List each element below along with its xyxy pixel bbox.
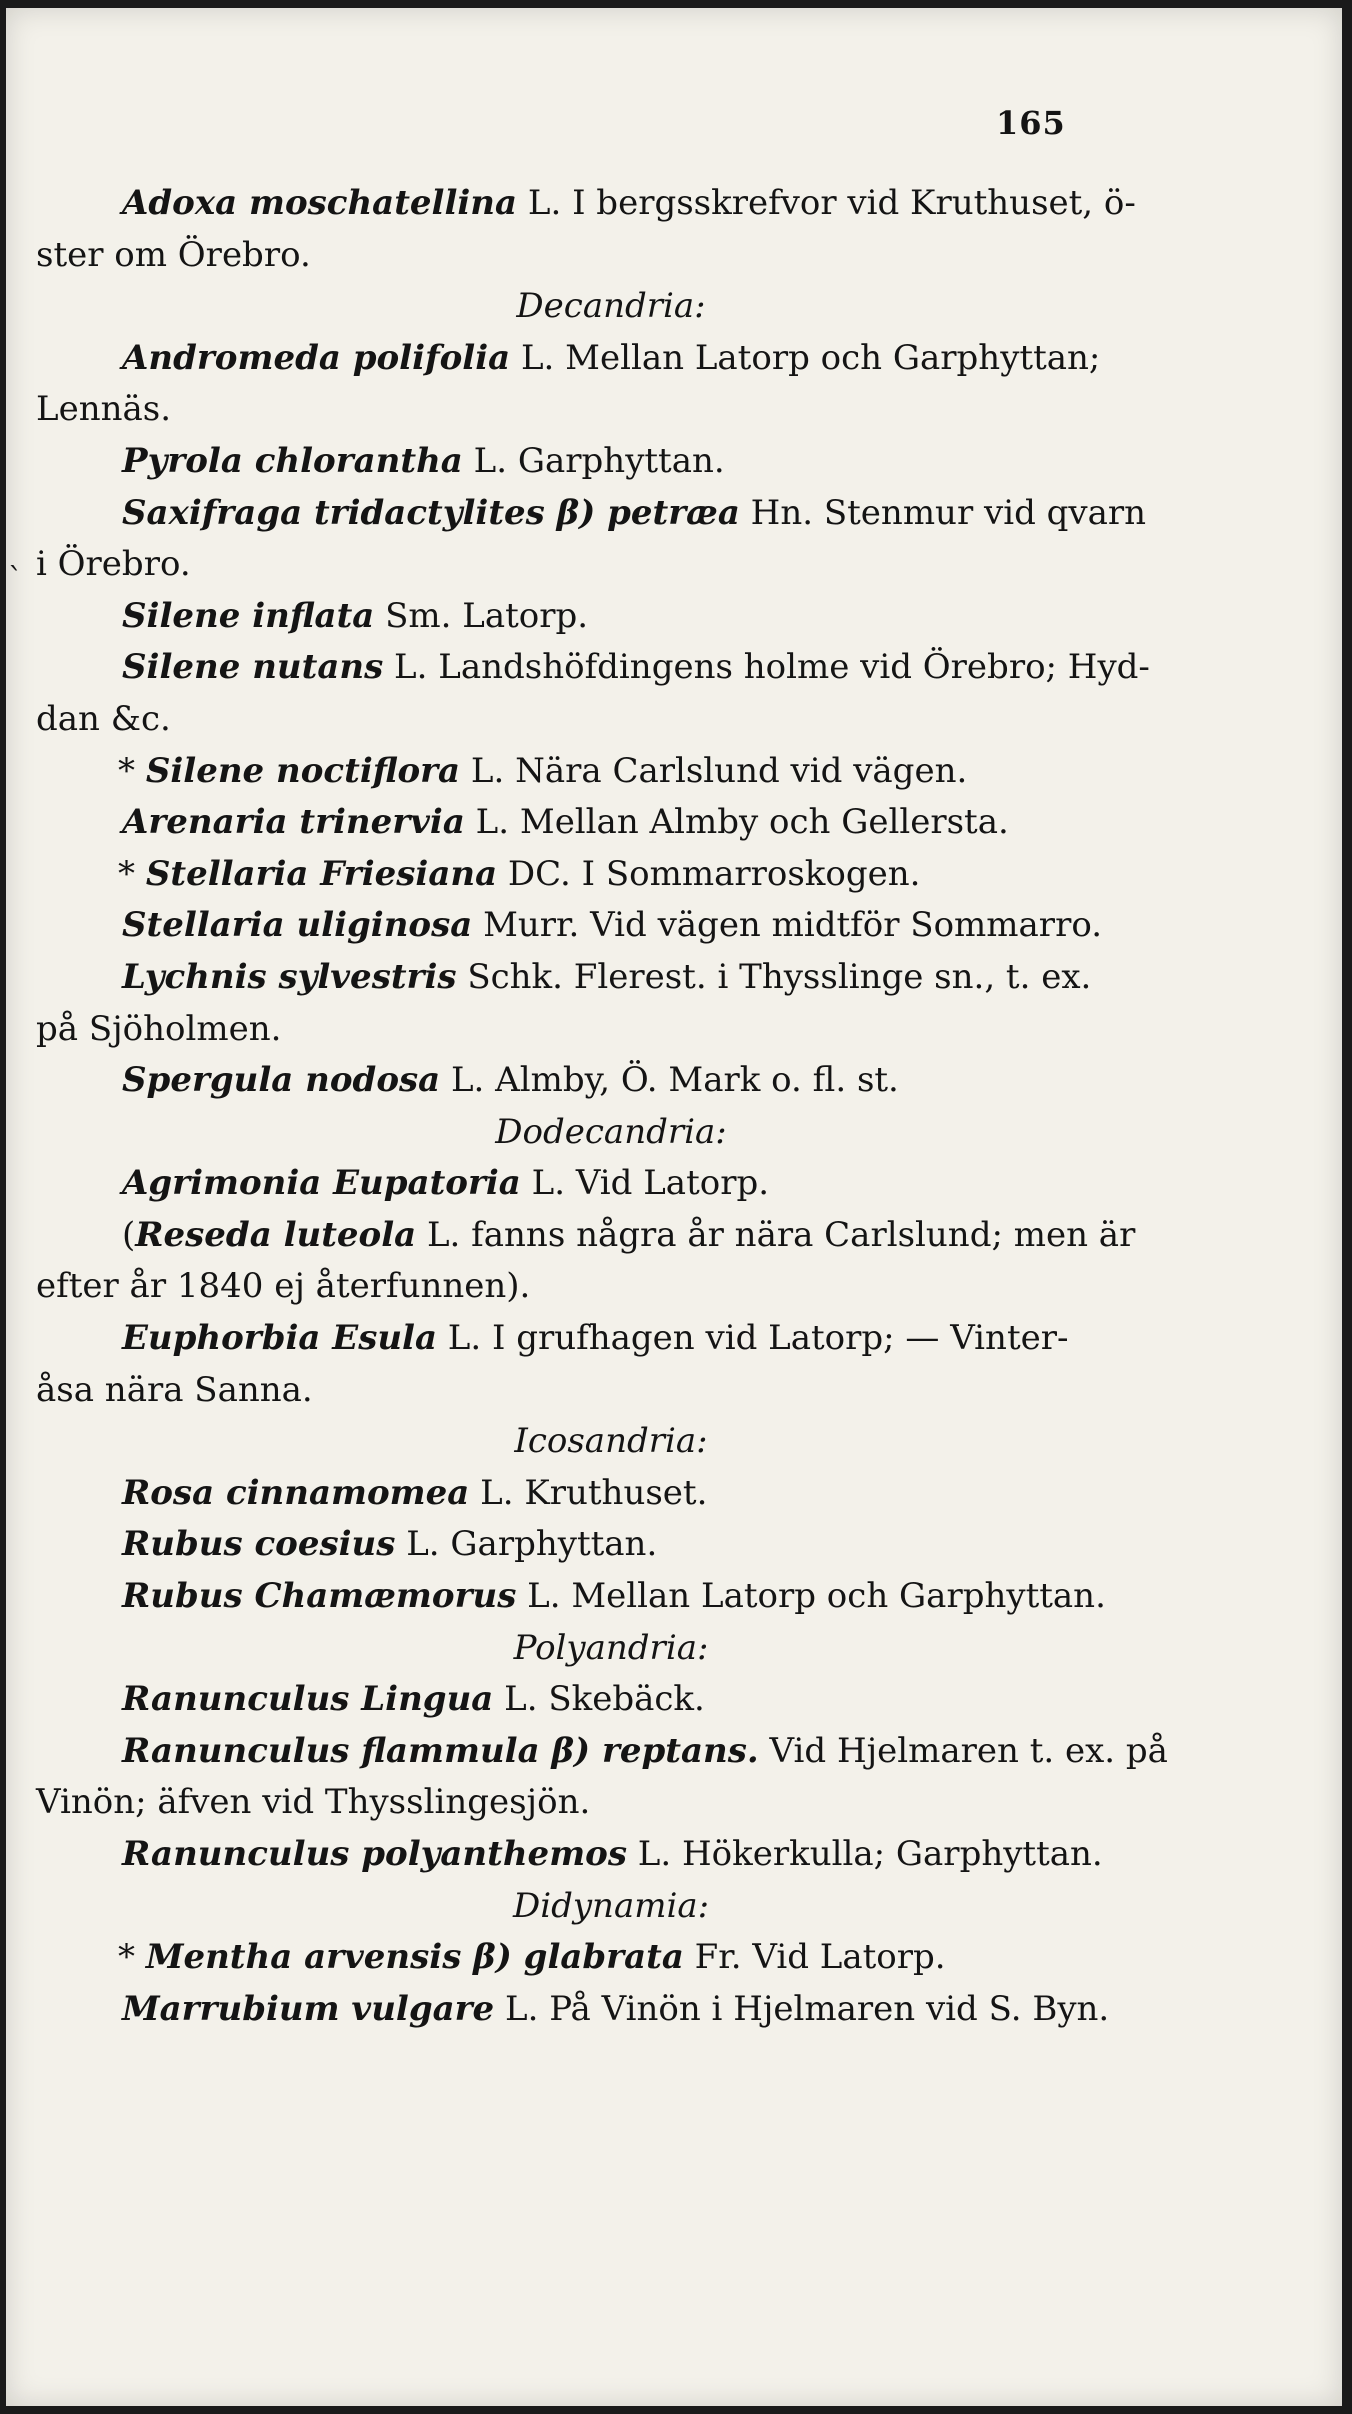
text-line <box>36 952 1186 1004</box>
class-heading: Icosandria: <box>514 1421 708 1462</box>
line-text: L. Nära Carlslund vid vägen. <box>460 750 968 791</box>
text-line <box>36 1777 1186 1829</box>
line-text: L. På Vinön i Hjelmaren vid S. Byn. <box>494 1988 1110 2029</box>
section-heading <box>36 1623 1186 1675</box>
species-name: Arenaria trinervia <box>122 802 465 843</box>
text-line <box>36 1984 1186 2036</box>
species-name: Pyrola chlorantha <box>122 440 463 481</box>
text-line <box>36 1674 1186 1726</box>
line-text: L. Mellan Latorp och Garphyttan. <box>516 1576 1106 1617</box>
line-text: L. Mellan Almby och Gellersta. <box>464 802 1009 843</box>
text-line <box>36 1313 1186 1365</box>
margin-mark: ˋ <box>8 562 23 597</box>
section-heading <box>36 1416 1186 1468</box>
line-text: ( <box>122 1214 136 1255</box>
line-text: L. Kruthuset. <box>469 1472 708 1513</box>
line-text: * <box>118 1937 146 1978</box>
text-line <box>36 642 1186 694</box>
line-text: Vinön; äfven vid Thysslingesjön. <box>36 1782 591 1823</box>
species-name: Ranunculus Lingua <box>122 1679 494 1720</box>
text-line <box>36 746 1186 798</box>
species-name: Silene inflata <box>122 595 375 636</box>
species-name: Adoxa moschatellina <box>122 183 518 223</box>
species-name: Ranunculus flammula β) reptans. <box>122 1730 759 1771</box>
species-name: Andromeda polifolia <box>122 337 511 378</box>
section-heading <box>36 281 1186 333</box>
text-line <box>36 1365 1186 1417</box>
species-name: Spergula nodosa <box>122 1060 441 1101</box>
text-line <box>36 1571 1186 1623</box>
text-line <box>36 1158 1186 1210</box>
species-name: Silene nutans <box>122 647 384 688</box>
line-text: L. Garphyttan. <box>462 440 725 481</box>
line-text: L. Garphyttan. <box>395 1524 658 1565</box>
line-text: DC. I Sommarroskogen. <box>497 853 921 894</box>
class-heading: Polyandria: <box>513 1627 709 1668</box>
species-name: Ranunculus polyanthemos <box>122 1834 627 1874</box>
line-text: * <box>118 750 146 791</box>
class-heading: Decandria: <box>516 286 706 327</box>
line-text: Murr. Vid vägen midtför Sommarro. <box>472 905 1102 946</box>
line-text: L. Almby, Ö. Mark o. fl. st. <box>440 1060 899 1101</box>
species-name: Silene noctiflora <box>145 750 461 791</box>
text-line <box>36 384 1186 436</box>
class-heading: Didynamia: <box>512 1885 710 1926</box>
species-name: Rubus coesius <box>122 1524 396 1565</box>
line-text: Sm. Latorp. <box>374 595 589 636</box>
text-line <box>36 1932 1186 1984</box>
species-name: Stellaria Friesiana <box>145 853 498 894</box>
section-heading <box>36 1107 1186 1159</box>
line-text: * <box>118 853 146 894</box>
line-text: Lennäs. <box>36 389 172 430</box>
species-name: Lychnis sylvestris <box>122 956 457 997</box>
line-text: L. I grufhagen vid Latorp; — Vinter- <box>437 1318 1069 1359</box>
text-line <box>36 900 1186 952</box>
text-line <box>36 1829 1186 1881</box>
line-text: åsa nära Sanna. <box>36 1369 313 1410</box>
line-text: L. Mellan Latorp och Garphyttan; <box>510 337 1101 378</box>
text-line <box>36 1726 1186 1778</box>
line-text: L. Skebäck. <box>493 1679 705 1720</box>
text-line <box>36 178 1186 230</box>
text-line <box>36 1519 1186 1571</box>
text-line <box>36 333 1186 385</box>
text-line <box>36 1261 1186 1313</box>
line-text: efter år 1840 ej återfunnen). <box>36 1266 531 1307</box>
text-line <box>36 1210 1186 1262</box>
text-line <box>36 539 1186 591</box>
species-name: Rubus Chamæmorus <box>122 1576 517 1617</box>
line-text: ster om Örebro. <box>36 234 311 275</box>
species-name: Euphorbia Esula <box>122 1318 437 1359</box>
line-text: L. Landshöfdingens holme vid Örebro; Hyd- <box>383 647 1150 688</box>
line-text: på Sjöholmen. <box>36 1008 282 1049</box>
line-text: dan &c. <box>36 698 171 739</box>
text-line <box>36 797 1186 849</box>
page-number: 165 <box>996 104 1066 142</box>
text-line <box>36 230 1186 282</box>
text-line <box>36 1055 1186 1107</box>
line-text: L. fanns några år nära Carlslund; men är <box>416 1214 1136 1255</box>
text-line <box>36 1468 1186 1520</box>
species-name: Mentha arvensis β) glabrata <box>145 1937 684 1978</box>
text-line <box>36 488 1186 540</box>
section-heading <box>36 1881 1186 1933</box>
line-text: i Örebro. <box>36 544 191 585</box>
line-text: Vid Hjelmaren t. ex. på <box>758 1730 1168 1771</box>
line-text: L. Hökerkulla; Garphyttan. <box>627 1834 1103 1874</box>
line-text: L. Vid Latorp. <box>520 1163 770 1204</box>
species-name: Rosa cinnamomea <box>122 1472 470 1513</box>
text-line <box>36 694 1186 746</box>
species-name: Marrubium vulgare <box>122 1988 495 2029</box>
line-text: Hn. Stenmur vid qvarn <box>739 492 1147 533</box>
text-line <box>36 591 1186 643</box>
species-name: Saxifraga tridactylites β) petræa <box>122 492 740 533</box>
class-heading: Dodecandria: <box>495 1111 727 1152</box>
book-page <box>6 8 1342 2406</box>
line-text: Fr. Vid Latorp. <box>683 1937 946 1978</box>
species-name: Agrimonia Eupatoria <box>122 1163 521 1204</box>
text-line <box>36 849 1186 901</box>
species-name: Stellaria uliginosa <box>122 905 473 946</box>
text-line <box>36 1004 1186 1056</box>
page-text <box>36 178 1186 2035</box>
line-text: L. I bergsskrefvor vid Kruthuset, ö- <box>517 183 1136 223</box>
species-name: Reseda luteola <box>135 1214 417 1255</box>
line-text: Schk. Flerest. i Thysslinge sn., t. ex. <box>456 956 1092 997</box>
text-line <box>36 436 1186 488</box>
